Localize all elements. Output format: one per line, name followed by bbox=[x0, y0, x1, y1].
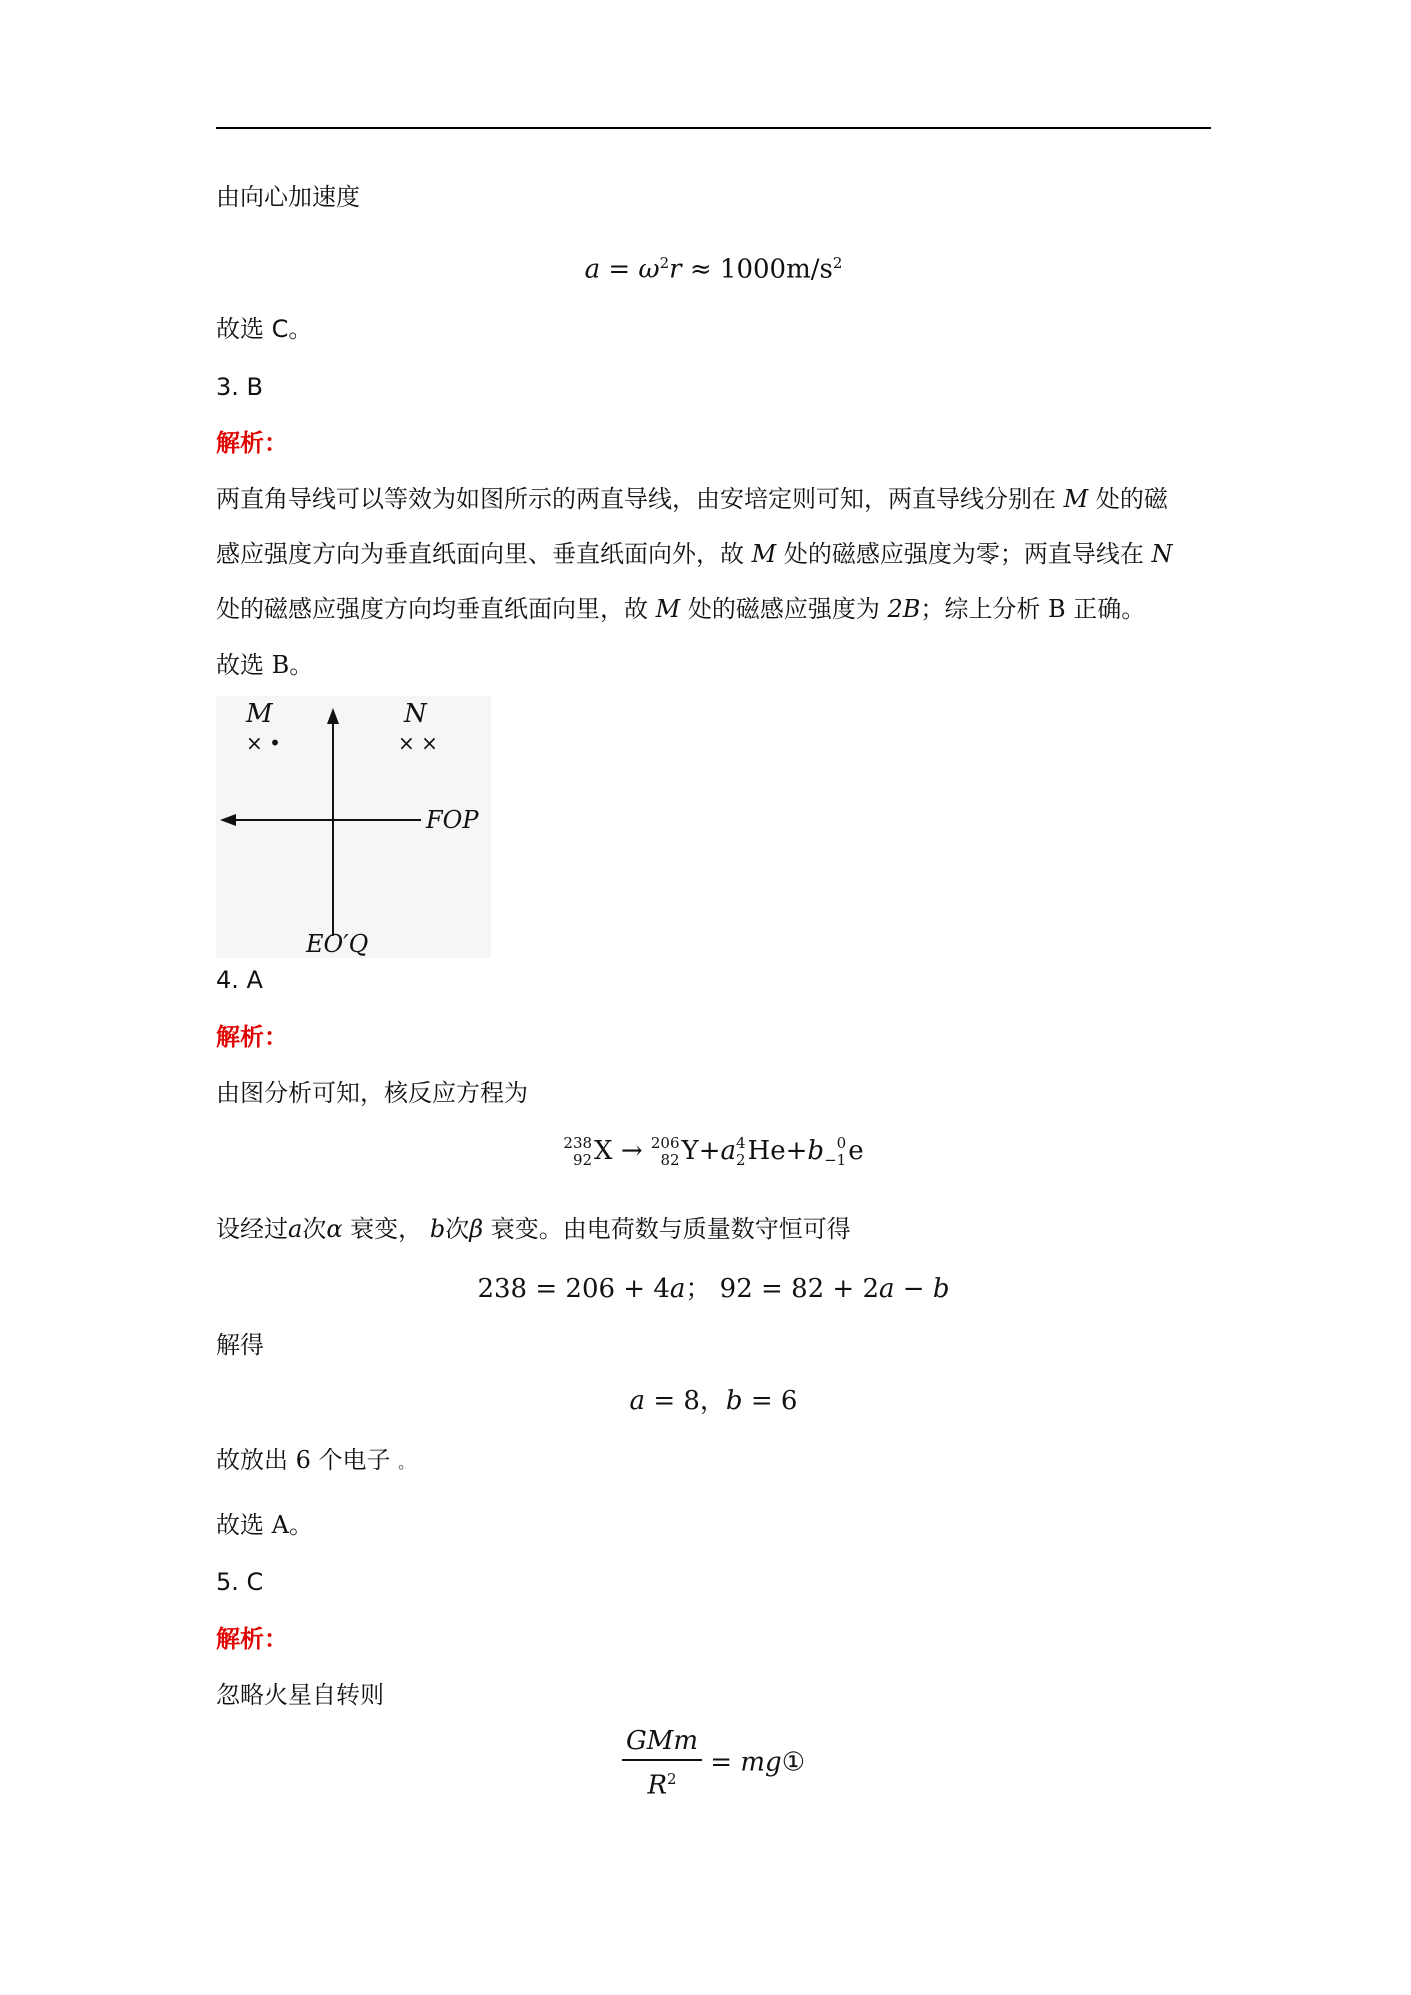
header-rule bbox=[216, 127, 1211, 129]
diagram-marks-n: × × bbox=[398, 731, 438, 755]
analysis-label-3: 解析： bbox=[216, 429, 288, 457]
nuclide-e-numbers: 0 −1 bbox=[824, 1134, 847, 1169]
paragraph-3-line-2: 感应强度方向为垂直纸面向里、垂直纸面向外，故 M 处的磁感应强度为零；两直导线在 N bbox=[216, 540, 1173, 568]
diagram-svg bbox=[216, 696, 491, 958]
analysis-label-5: 解析： bbox=[216, 1625, 288, 1653]
question-4-heading: 4. A bbox=[216, 966, 263, 994]
equation-gravity: $\frac{\text{GMm}}{R^2}$ = mg① bbox=[216, 1725, 1211, 1802]
diagram-label-m: M bbox=[246, 699, 273, 729]
equation-solution: a = 8，b = 6 bbox=[629, 1386, 798, 1416]
paragraph-3-line-1: 两直角导线可以等效为如图所示的两直导线，由安培定则可知，两直导线分别在 M 处的磁 bbox=[216, 485, 1168, 513]
question-5-heading: 5. C bbox=[216, 1568, 264, 1596]
diagram-marks-m: × • bbox=[246, 731, 281, 755]
equation-nuclear-reaction: 238 92 X → 206 82 Y+a 4 2 He+b 0 −1 e bbox=[563, 1134, 864, 1169]
answer-select-a: 故选 A。 bbox=[216, 1511, 313, 1539]
paragraph-4-line-3: 解得 bbox=[216, 1331, 264, 1359]
equation-centripetal-acceleration: $a = \omega^2r \approx 1000m/s^2$ bbox=[584, 254, 843, 285]
question-3-heading: 3. B bbox=[216, 373, 263, 401]
diagram-label-fop: FOP bbox=[426, 806, 479, 834]
paragraph-3-line-3: 处的磁感应强度方向均垂直纸面向里，故 M 处的磁感应强度为 2B；综上分析 B 正确。 bbox=[216, 595, 1146, 623]
nuclide-x-numbers: 238 92 bbox=[563, 1134, 593, 1169]
equation-conservation: 238 = 206 + 4a； 92 = 82 + 2a − b bbox=[477, 1274, 950, 1304]
answer-select-c: 故选 C。 bbox=[216, 315, 313, 343]
paragraph-centripetal: 由向心加速度 bbox=[216, 183, 360, 211]
gravity-fraction: $\frac{\text{GMm}}{R^2}$ bbox=[622, 1725, 702, 1802]
nuclide-he-numbers: 4 2 bbox=[736, 1134, 746, 1169]
wire-field-diagram bbox=[216, 696, 491, 958]
paragraph-5-line-1: 忽略火星自转则 bbox=[216, 1681, 384, 1709]
paragraph-4-line-2: 设经过a次α 衰变， b次β 衰变。由电荷数与质量数守恒可得 bbox=[216, 1215, 851, 1243]
diagram-label-eoq: EO′Q bbox=[306, 930, 369, 958]
paragraph-4-line-4: 故放出 6 个电子 。 bbox=[216, 1446, 415, 1474]
paragraph-4-line-1: 由图分析可知，核反应方程为 bbox=[216, 1079, 528, 1107]
diagram-label-n: N bbox=[404, 699, 427, 729]
answer-select-b: 故选 B。 bbox=[216, 651, 314, 679]
analysis-label-4: 解析： bbox=[216, 1023, 288, 1051]
nuclide-y-numbers: 206 82 bbox=[650, 1134, 680, 1169]
